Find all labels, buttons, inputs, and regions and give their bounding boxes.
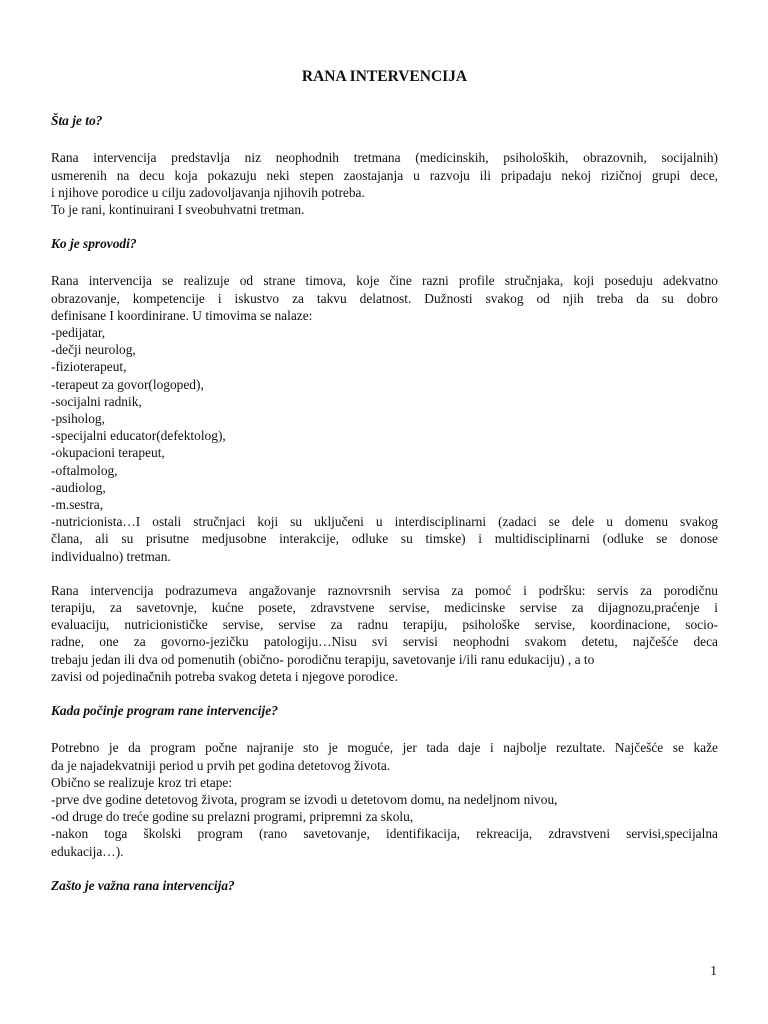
team-list-item: -fizioterapeut, (51, 359, 127, 375)
team-list-item: -socijalni radnik, (51, 393, 142, 409)
text-line: edukacija…). (51, 843, 124, 859)
text-line: definisane I koordinirane. U timovima se nalaze: (51, 307, 313, 323)
paragraph-sta-je-to (51, 149, 718, 218)
text-line: individualno) tretman. (51, 548, 171, 564)
text-line: usmerenih na decu koja pokazuju neki stepen zaostajanja u razvoju ili pripadaju nekoj rizičnoj grupi dece, (51, 167, 718, 183)
text-line: Rana intervencija podrazumeva angažovanje raznovrsnih servisa za pomoć i podršku: servis za porodičnu (51, 582, 718, 598)
stage-list-item: -od druge do treće godine su prelazni programi, pripremni za skolu, (51, 809, 414, 825)
team-list-item: -dečji neurolog, (51, 342, 136, 358)
team-list-item: -m.sestra, (51, 497, 104, 513)
team-list-item: -okupacioni terapeut, (51, 445, 165, 461)
text-line: radne, one za govorno-jezičku patologiju…Nisu svi servisi neophodni svakom detetu, najčešće deca (51, 634, 718, 650)
text-line: i njihove porodice u cilju zadovoljavanja njihovih potreba. (51, 184, 365, 200)
text-line: Obično se realizuje kroz tri etape: (51, 774, 233, 790)
heading-sta-je-to: Šta je to? (51, 113, 103, 129)
text-line: terapiju, za savetovnje, kućne posete, zdravstvene servise, medicinske servise za dijagnozu,praćenje i (51, 600, 718, 616)
text-line: Potrebno je da program počne najranije sto je moguće, jer tada daje i najbolje rezultate. Najčešće se kaže (51, 740, 718, 756)
heading-zasto-je-vazna: Zašto je važna rana intervencija? (51, 877, 235, 893)
team-list-item: -specijalni educator(defektolog), (51, 428, 226, 444)
text-line: člana, ali su prisutne medjusobne interakcije, odluke su timske) i multidisciplinarni (odluke se donose (51, 531, 718, 547)
text-line: To je rani, kontinuirani I sveobuhvatni tretman. (51, 202, 305, 218)
text-line: evaluaciju, nutricionističke servise, servise za radnu terapiju, psihološke servise, koordinacione, socio- (51, 617, 718, 633)
heading-ko-je-sprovodi: Ko je sprovodi? (51, 236, 137, 252)
text-line: Rana intervencija predstavlja niz neophodnih tretmana (medicinskih, psiholoških, obrazovnih, socijalnih) (51, 150, 718, 166)
team-list-item: -psiholog, (51, 411, 105, 427)
text-line: -nutricionista…I ostali stručnjaci koji su uključeni u interdisciplinarni (zadaci se dele u domenu svakog (51, 514, 718, 530)
document-title: RANA INTERVENCIJA (301, 68, 468, 85)
paragraph-kada-pocinje (51, 739, 718, 859)
heading-kada-pocinje: Kada počinje program rane intervencije? (51, 703, 278, 719)
team-list-item: -pedijatar, (51, 325, 106, 341)
stage-list-item: -nakon toga školski program (rano savetovanje, identifikacija, rekreacija, zdravstveni servisi,specijalna (51, 826, 718, 842)
text-line: da je najadekvatniji period u prvih pet godina detetovog života. (51, 757, 391, 773)
text-line: obrazovanje, kompetencije i iskustvo za takvu delatnost. Dužnosti svakog od njih treba da su dobro (51, 290, 718, 306)
paragraph-ko-je-sprovodi (51, 272, 718, 564)
team-list-item: -terapeut za govor(logoped), (51, 376, 204, 392)
text-line: trebaju jedan ili dva od pomenutih (obično- porodičnu terapiju, savetovanje i/ili ranu edukaciju) , a to (51, 651, 595, 667)
paragraph-services (51, 582, 718, 685)
document-page (51, 68, 718, 914)
page-number: 1 (710, 963, 717, 978)
stage-list-item: -prve dve godine detetovog života, program se izvodi u detetovom domu, na nedeljnom nivou, (51, 791, 558, 807)
text-line: Rana intervencija se realizuje od strane timova, koje čine razni profile stručnjaka, koji poseduju adekvatno (51, 273, 718, 289)
team-list-item: -audiolog, (51, 479, 106, 495)
team-list-item: -oftalmolog, (51, 462, 118, 478)
text-line: zavisi od pojedinačnih potreba svakog deteta i njegove porodice. (51, 668, 398, 684)
